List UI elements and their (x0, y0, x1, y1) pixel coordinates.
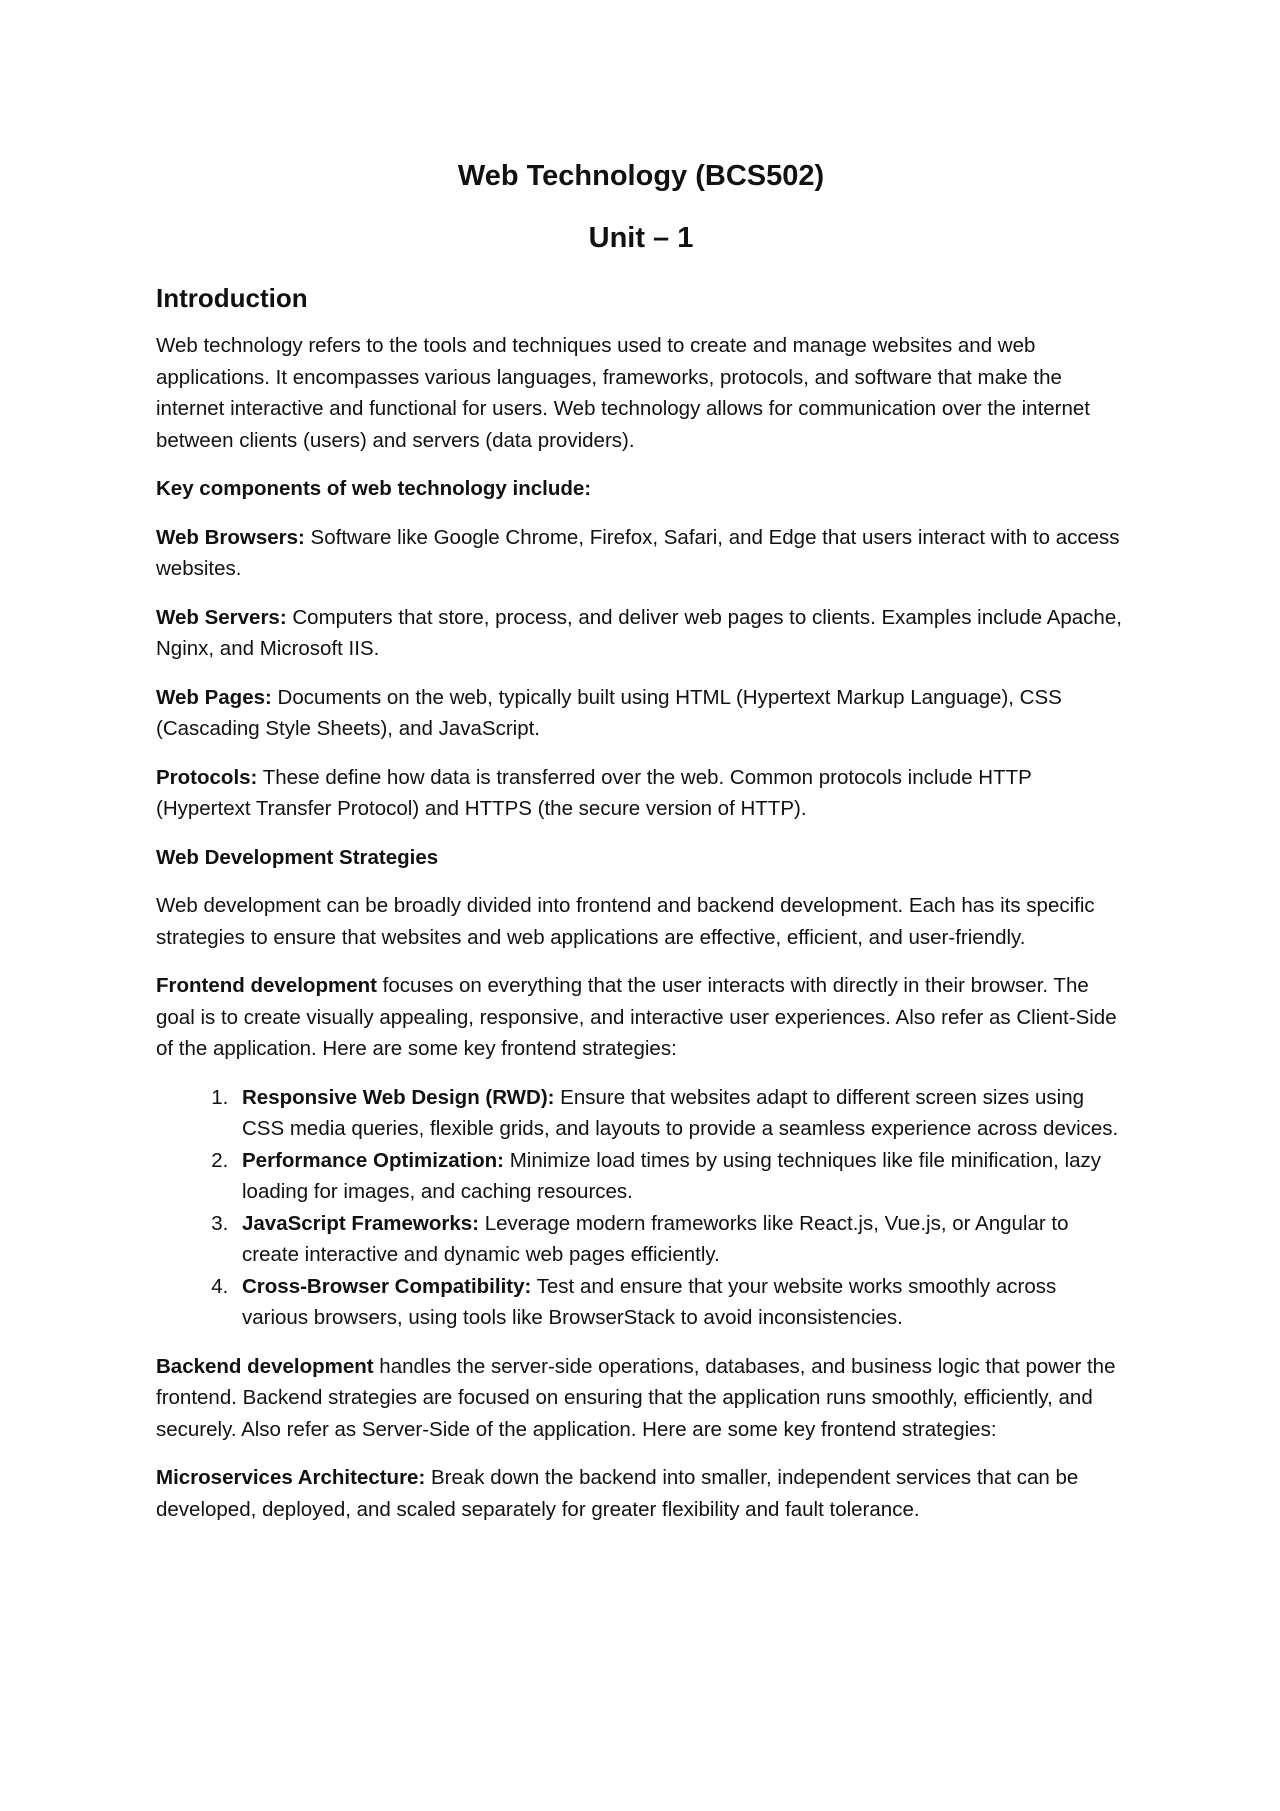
components-heading: Key components of web technology include: (156, 477, 592, 500)
component-text: These define how data is transferred over the web. Common protocols include HTTP (Hypertext Transfer Protocol) and HTTPS (the secure version of HTTP). (156, 765, 1032, 820)
component-term: Web Browsers: (156, 525, 305, 549)
component-text: Documents on the web, typically built using HTML (Hypertext Markup Language), CSS (Cascading Style Sheets), and JavaScript. (156, 685, 1062, 740)
document-title: Web Technology (BCS502) (457, 160, 825, 192)
list-item-text: Leverage modern frameworks like React.js, Vue.js, or Angular to create interactive and dynamic web pages efficiently. (242, 1211, 1069, 1266)
frontend-text: focuses on everything that the user interacts with directly in their browser. The goal is to create visually appealing, responsive, and interactive user experiences. Also refer as Client-Side of the application. Here are some key frontend strategies: (156, 974, 1117, 1060)
list-item-text: Minimize load times by using techniques like file minification, lazy loading for images, and caching resources. (242, 1148, 1102, 1203)
component-term: Web Pages: (156, 685, 272, 709)
list-item-term: Responsive Web Design (RWD): (242, 1085, 555, 1109)
introduction-heading: Introduction (156, 283, 308, 313)
document-subtitle: Unit – 1 (588, 222, 694, 254)
backend-paragraph (156, 1351, 1126, 1446)
frontend-term: Frontend development (156, 974, 377, 997)
component-text: Software like Google Chrome, Firefox, Safari, and Edge that users interact with to access websites. (156, 525, 1120, 580)
component-term: Web Servers: (156, 605, 287, 629)
introduction-paragraph: Web technology refers to the tools and techniques used to create and manage websites and web applications. It encompasses various languages, frameworks, protocols, and software that make the internet interactive and functional for users. Web technology allows for communication over the internet between clients (users) and servers (data providers). (156, 334, 1091, 452)
backend-term: Backend development (156, 1354, 374, 1378)
strategies-paragraph: Web development can be broadly divided into frontend and backend development. Each has its specific strategies to ensure that websites and web applications are effective, efficient, and user-friendly. (156, 894, 1095, 949)
list-item-term: Cross-Browser Compatibility: (242, 1274, 532, 1298)
list-item-term: Performance Optimization: (242, 1148, 504, 1172)
component-web-servers (156, 602, 1126, 665)
list-item-term: JavaScript Frameworks: (242, 1211, 480, 1235)
microservices-paragraph (156, 1462, 1126, 1525)
list-item (234, 1145, 1126, 1208)
component-web-browsers (156, 522, 1126, 585)
list-item-text: Test and ensure that your website works smoothly across various browsers, using tools like BrowserStack to avoid inconsistencies. (242, 1274, 1057, 1329)
list-item-text: Ensure that websites adapt to different screen sizes using CSS media queries, flexible grids, and layouts to provide a seamless experience across devices. (242, 1085, 1119, 1140)
document-page (156, 150, 1126, 1525)
microservices-text: Break down the backend into smaller, independent services that can be developed, deployed, and scaled separately for greater flexibility and fault tolerance. (156, 1466, 1079, 1521)
component-term: Protocols: (156, 765, 258, 789)
list-item (234, 1271, 1126, 1334)
frontend-strategies-list (156, 1082, 1126, 1334)
component-web-pages (156, 682, 1126, 745)
component-text: Computers that store, process, and deliver web pages to clients. Examples include Apache, Nginx, and Microsoft IIS. (156, 605, 1122, 660)
component-protocols (156, 762, 1126, 825)
list-item (234, 1208, 1126, 1271)
backend-text: handles the server-side operations, databases, and business logic that power the frontend. Backend strategies are focused on ensuring that the application runs smoothly, efficiently, and securely. Also refer as Server-Side of the application. Here are some key frontend strategies: (156, 1354, 1116, 1441)
strategies-heading: Web Development Strategies (156, 845, 439, 869)
microservices-term: Microservices Architecture: (156, 1466, 426, 1489)
list-item (234, 1082, 1126, 1145)
frontend-paragraph (156, 970, 1126, 1065)
